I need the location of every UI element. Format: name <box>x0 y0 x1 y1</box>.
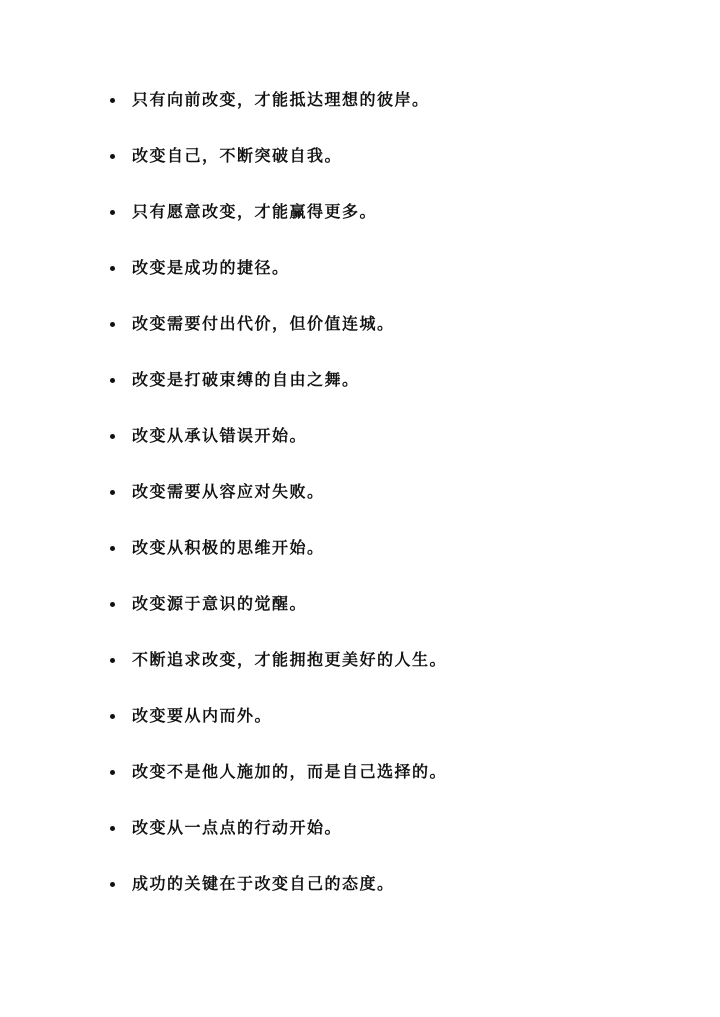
list-item-text: 改变从一点点的行动开始。 <box>132 818 343 837</box>
list-item-text: 改变自己，不断突破自我。 <box>132 146 343 165</box>
list-item-text: 改变从积极的思维开始。 <box>132 538 325 557</box>
list-item-text: 只有愿意改变，才能赢得更多。 <box>132 202 378 221</box>
list-item <box>0 408 720 464</box>
list-item <box>0 800 720 856</box>
list-item-text: 改变要从内而外。 <box>132 706 273 725</box>
list-item-text: 改变是成功的捷径。 <box>132 258 290 277</box>
bullet-icon <box>110 98 115 103</box>
list-item <box>0 856 720 912</box>
list-item <box>0 520 720 576</box>
list-item <box>0 632 720 688</box>
list-item-text: 改变从承认错误开始。 <box>132 426 308 445</box>
bullet-icon <box>110 882 115 887</box>
list-item <box>0 72 720 128</box>
bullet-icon <box>110 210 115 215</box>
list-item-text: 成功的关键在于改变自己的态度。 <box>132 874 395 893</box>
list-item-text: 改变需要从容应对失败。 <box>132 482 325 501</box>
list-item <box>0 128 720 184</box>
list-item <box>0 296 720 352</box>
list-item <box>0 352 720 408</box>
bullet-icon <box>110 322 115 327</box>
bullet-list <box>0 72 720 912</box>
bullet-icon <box>110 154 115 159</box>
bullet-icon <box>110 546 115 551</box>
list-item-text: 改变源于意识的觉醒。 <box>132 594 308 613</box>
list-item <box>0 688 720 744</box>
bullet-icon <box>110 770 115 775</box>
list-item-text: 不断追求改变，才能拥抱更美好的人生。 <box>132 650 448 669</box>
bullet-icon <box>110 490 115 495</box>
bullet-icon <box>110 826 115 831</box>
list-item <box>0 464 720 520</box>
list-item-text: 改变不是他人施加的，而是自己选择的。 <box>132 762 448 781</box>
list-item <box>0 744 720 800</box>
bullet-icon <box>110 602 115 607</box>
bullet-icon <box>110 434 115 439</box>
bullet-icon <box>110 266 115 271</box>
list-item-text: 改变需要付出代价，但价值连城。 <box>132 314 395 333</box>
list-item <box>0 240 720 296</box>
list-item-text: 改变是打破束缚的自由之舞。 <box>132 370 360 389</box>
list-item <box>0 184 720 240</box>
bullet-icon <box>110 714 115 719</box>
list-item-text: 只有向前改变，才能抵达理想的彼岸。 <box>132 90 430 109</box>
bullet-icon <box>110 658 115 663</box>
bullet-icon <box>110 378 115 383</box>
list-item <box>0 576 720 632</box>
